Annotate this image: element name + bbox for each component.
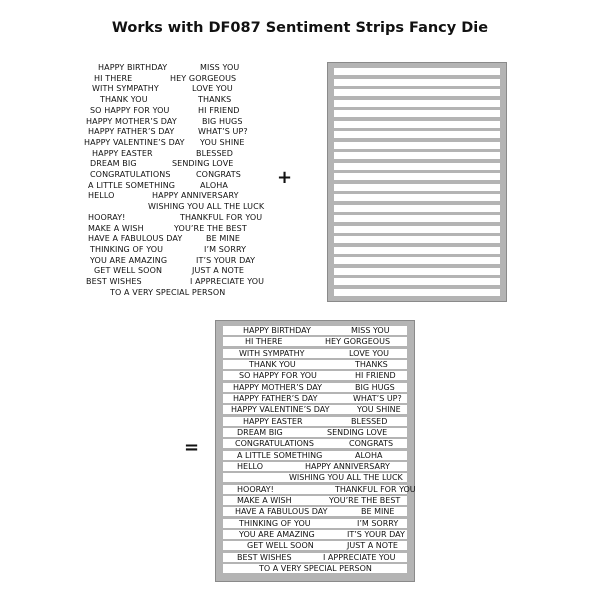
strip-sentiment-left: WISHING YOU ALL THE LUCK [289,473,403,483]
combined-strip [223,462,407,471]
sentiment-left: THANK YOU [100,95,148,105]
sentiment-left: TO A VERY SPECIAL PERSON [110,287,226,297]
sentiment-right: JUST A NOTE [192,266,245,276]
combined-strip [223,553,407,562]
sentiment-right: IT’S YOUR DAY [196,255,256,265]
sentiment-right: ALOHA [200,180,228,190]
strip-sentiment-right: YOU’RE THE BEST [329,495,401,505]
die-strip [334,194,500,201]
sentiment-left: GET WELL SOON [94,266,163,276]
sentiment-left: WITH SYMPATHY [92,84,159,94]
sentiment-left: BEST WISHES [86,277,142,286]
sentiment-line [80,126,250,137]
strip-sentiment-left: HI THERE [245,337,283,347]
die-strip [334,257,500,264]
combined-strip [223,530,407,539]
strip-sentiment-left: SO HAPPY FOR YOU [239,371,317,381]
combined-strip [223,383,407,392]
combined-strip [223,484,416,494]
die-strip [334,236,500,243]
strip-sentiment-left: GET WELL SOON [247,541,314,551]
strip-sentiment-left: BEST WISHES [237,552,292,562]
strip-sentiment-left: WITH SYMPATHY [239,348,305,358]
die-strip [334,215,500,222]
sentiment-left: CONGRATULATIONS [90,170,171,179]
sentiment-right: WHAT’S UP? [198,127,248,137]
strip-sentiment-right: BE MINE [361,507,395,517]
strip-sentiment-left: DREAM BIG [237,427,283,437]
combined-strip [223,349,407,358]
die-strip [334,89,500,96]
strip-sentiment-right: HAPPY ANNIVERSARY [305,461,390,471]
sentiment-left: A LITTLE SOMETHING [88,180,176,190]
sentiment-line [80,223,250,234]
combined-strip [223,507,407,516]
strip-sentiment-right: THANKS [355,359,388,369]
sentiment-left: MAKE A WISH [88,223,144,233]
sentiment-left: HOORAY! [88,212,126,222]
strip-sentiment-left: A LITTLE SOMETHING [237,450,323,460]
sentiment-left: HAPPY EASTER [92,148,153,158]
combined-strip [223,439,407,448]
sentiment-right: HI FRIEND [198,105,240,115]
sentiment-right: CONGRATS [196,170,241,179]
plus-sign: + [277,167,293,188]
strip-sentiment-left: THINKING OF YOU [239,518,311,528]
sentiment-line [80,233,250,244]
die-strip [334,100,500,107]
sentiment-line [80,62,250,73]
sentiment-line [80,287,250,298]
strip-sentiment-right: LOVE YOU [349,348,389,358]
strip-sentiment-left: HELLO [237,461,263,471]
sentiment-line [80,73,250,84]
sentiment-right: THANKFUL FOR YOU [180,212,263,222]
die-strip [334,184,500,191]
combined-strip [223,451,407,460]
combined-strip [223,541,407,550]
strip-sentiment-left: HAPPY VALENTINE’S DAY [231,405,330,415]
die-strip [334,289,500,296]
sentiment-right: MISS YOU [200,63,240,72]
die-strip [334,110,500,117]
die-strip [334,79,500,86]
strip-sentiment-right: MISS YOU [351,326,390,335]
strip-sentiment-right: HI FRIEND [355,371,396,381]
sentiment-line [80,255,256,266]
sentiment-line [80,190,250,201]
sentiment-right: SENDING LOVE [172,159,234,169]
sentiment-left: HAPPY VALENTINE’S DAY [84,137,185,147]
sentiment-line [80,158,250,169]
sentiment-right: LOVE YOU [192,84,233,94]
die-strip [334,152,500,159]
strip-sentiment-right: HEY GORGEOUS [325,337,391,347]
strip-sentiment-right: WHAT’S UP? [353,393,402,403]
sentiment-line [80,265,250,276]
sentiment-strips-die [327,62,507,302]
strip-sentiment-right: BIG HUGS [355,382,395,392]
combined-strip [223,337,407,346]
combined-strip [223,360,407,369]
sentiment-right: I APPRECIATE YOU [190,277,265,286]
strip-sentiment-right: JUST A NOTE [347,541,398,551]
die-strip [334,278,500,285]
strip-sentiment-right: CONGRATS [349,439,394,449]
die-strip [334,205,500,212]
strip-sentiment-right: ALOHA [355,450,383,460]
strip-sentiment-right: YOU SHINE [357,405,401,415]
sentiment-line [80,169,250,180]
sentiment-line [80,201,265,212]
sentiment-right: YOU SHINE [200,137,245,147]
die-strip [334,173,500,180]
sentiment-line [80,212,263,223]
sentiment-left: HAPPY BIRTHDAY [98,63,168,72]
strip-sentiment-left: TO A VERY SPECIAL PERSON [259,563,372,573]
strip-sentiment-left: MAKE A WISH [237,495,292,505]
strip-sentiment-left: HAPPY EASTER [243,416,303,426]
strip-sentiment-left: THANK YOU [249,359,296,369]
page-title: Works with DF087 Sentiment Strips Fancy Die [111,20,489,36]
strip-sentiment-left: HAPPY FATHER’S DAY [233,393,318,403]
sentiment-left: HAPPY MOTHER’S DAY [86,116,177,126]
die-strip [334,142,500,149]
strip-sentiment-left: HAPPY MOTHER’S DAY [233,382,323,392]
combined-strip [223,371,407,380]
combined-strip [223,564,407,573]
strip-sentiment-right: I APPRECIATE YOU [323,552,396,562]
sentiment-left: HELLO [88,191,115,201]
sentiment-line [80,180,250,191]
sentiment-line [80,116,250,127]
sentiment-right: THANKS [198,95,232,105]
sentiment-right: I’M SORRY [204,244,247,254]
strip-sentiment-right: IT’S YOUR DAY [347,529,405,539]
sentiment-left: SO HAPPY FOR YOU [90,105,170,115]
sentiment-left: HAVE A FABULOUS DAY [88,234,183,244]
sentiment-line [80,244,250,255]
die-strip [334,226,500,233]
combined-strip [223,496,407,505]
strip-sentiment-left: YOU ARE AMAZING [239,529,315,539]
combined-strip [223,394,407,403]
combined-strip [223,417,407,426]
sentiment-line [80,105,250,116]
sentiment-line [80,83,250,94]
die-strip [334,247,500,254]
strip-sentiment-left: HOORAY! [237,484,274,494]
combined-strip [223,519,407,528]
sentiment-left: HAPPY FATHER’S DAY [88,127,175,137]
die-strip [334,163,500,170]
strip-sentiment-right: BLESSED [351,416,388,426]
sentiment-left: WISHING YOU ALL THE LUCK [148,202,265,212]
die-strip [334,268,500,275]
strip-sentiment-right: I’M SORRY [357,518,399,528]
combined-strip [223,326,407,335]
sentiment-left: HI THERE [94,73,133,83]
sentiment-left: YOU ARE AMAZING [90,255,168,265]
strip-sentiment-left: HAPPY BIRTHDAY [243,326,311,335]
sentiment-left: DREAM BIG [90,159,137,169]
sentiment-right: HEY GORGEOUS [170,73,237,83]
sentiment-right: BLESSED [196,148,234,158]
die-strip [334,68,500,75]
strip-sentiment-left: CONGRATULATIONS [235,439,314,449]
sentiment-right: BIG HUGS [202,116,243,126]
sentiment-right: HAPPY ANNIVERSARY [152,191,239,201]
die-strip [334,121,500,128]
strip-sentiment-left: HAVE A FABULOUS DAY [235,507,328,517]
strip-sentiment-right: THANKFUL FOR YOU [335,484,416,494]
sentiment-line [80,276,265,287]
combined-strip [223,428,407,437]
combined-strip [223,473,407,482]
die-strip [334,131,500,138]
combined-strip [223,405,407,414]
sentiment-line [80,148,250,159]
sentiment-stamp-panel [80,62,265,302]
sentiment-line [80,94,250,105]
sentiment-right: YOU’RE THE BEST [174,223,247,233]
strip-sentiment-right: SENDING LOVE [327,427,388,437]
sentiment-left: THINKING OF YOU [90,244,164,254]
sentiment-right: BE MINE [206,234,241,244]
sentiment-line [80,137,250,148]
equals-sign: = [184,437,200,458]
combined-result-panel [215,320,415,582]
